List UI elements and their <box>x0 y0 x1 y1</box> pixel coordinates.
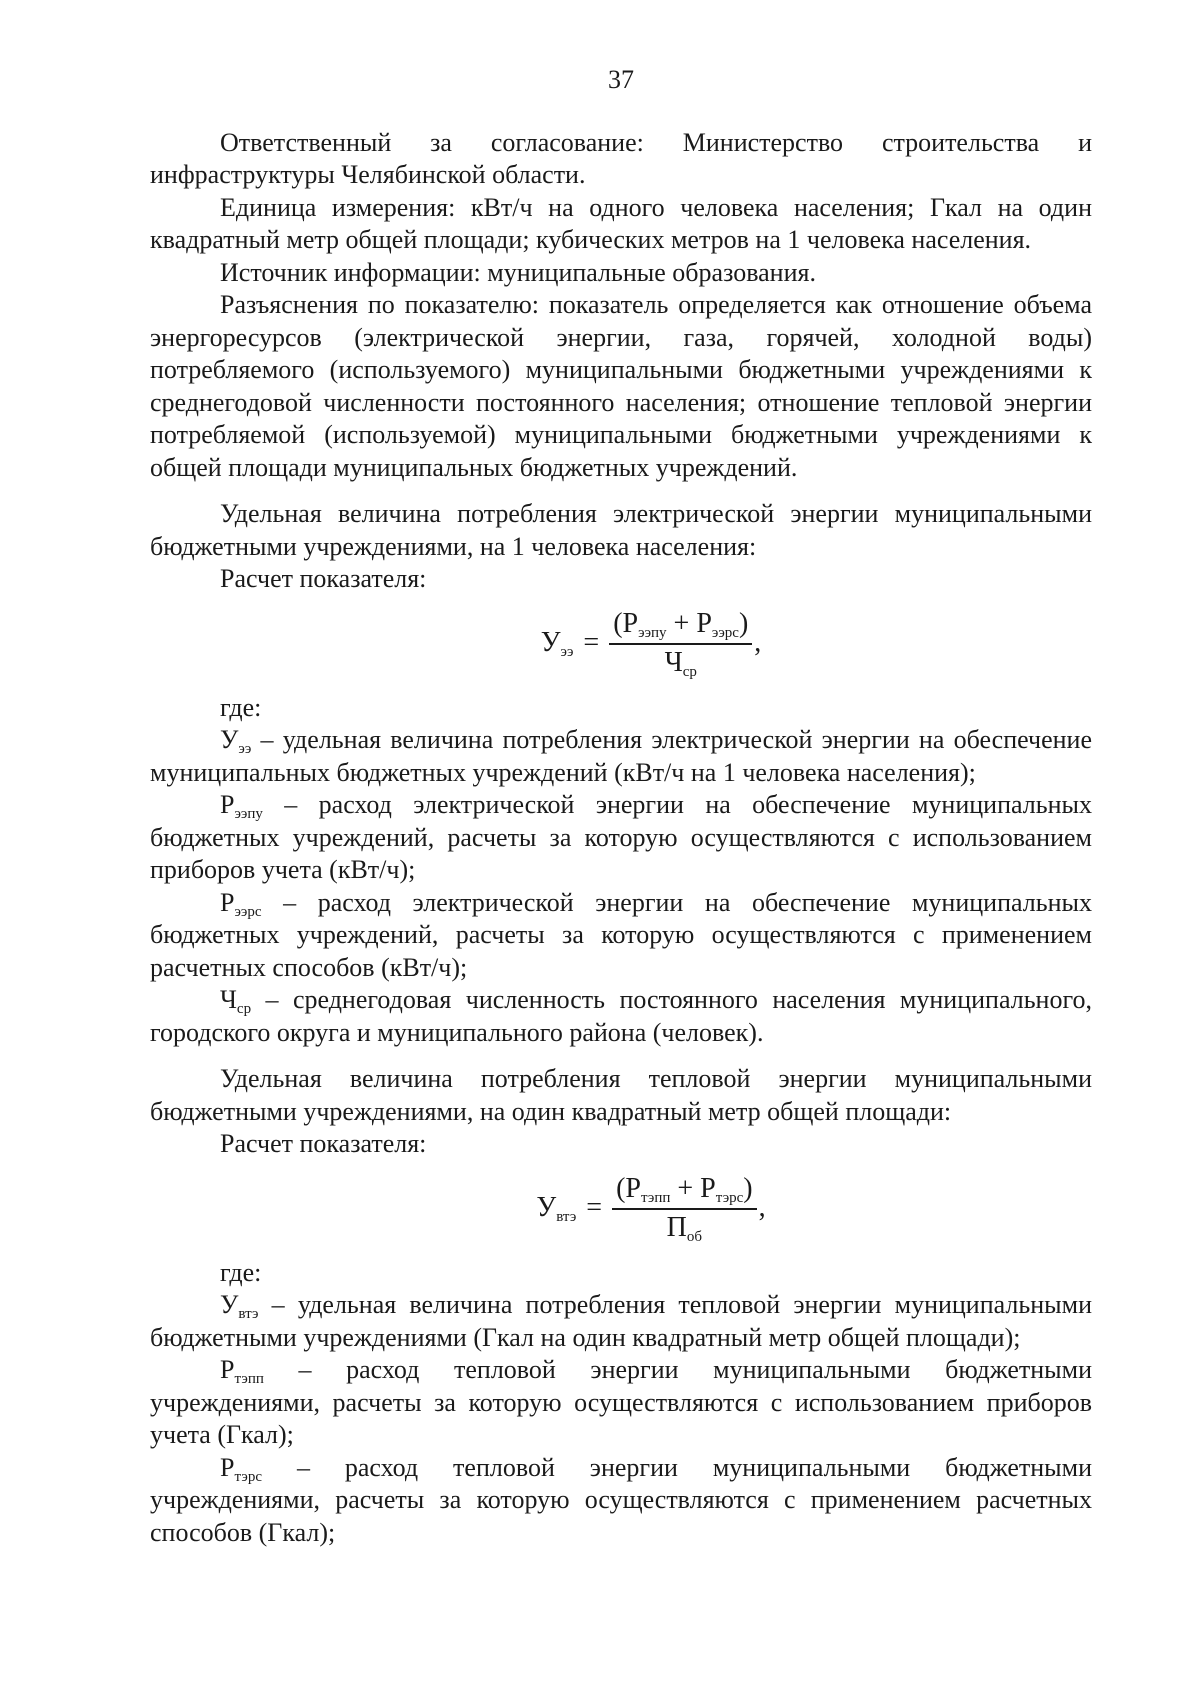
formula-denominator: $Ч_{ср}$ <box>664 646 697 680</box>
definition-item: $Р_{ээпу}$ – расход электрической энергии на обеспечение муниципальных бюджетных учреждений, расчеты за которую осуществляются с использованием приборов учета (кВт/ч); <box>150 790 1092 884</box>
definition-item: $Ч_{ср}$ – среднегодовая численность постоянного населения муниципального, городского округа и муниципального района (человек). <box>150 985 1092 1047</box>
section1-where: где: <box>220 692 262 722</box>
section1-calc-label: Расчет показателя: <box>220 564 427 593</box>
section2-heading: Удельная величина потребления тепловой энергии муниципальными бюджетными учреждениями, на один квадратный метр общей площади: <box>150 1064 1092 1126</box>
formula-denominator: $П_{об}$ <box>666 1211 703 1245</box>
formula-lhs: $У_{втэ}$ <box>536 1192 577 1226</box>
section1-heading: Удельная величина потребления электрической энергии муниципальными бюджетными учреждениями, на 1 человека населения: <box>150 499 1092 561</box>
section2-where: где: <box>220 1257 262 1287</box>
formula-numerator: $(Р_{тэпп} + Р_{тэрс})$ <box>612 1173 757 1210</box>
explanation-paragraph: Разъяснения по показателю: показатель определяется как отношение объема энергоресурсов (электрической энергии, газа, горячей, холодной воды) потребляемого (используемого) муниципальными бюджетными учреждениями к среднегодовой численности постоянного населения; отношение тепловой энергии потребляемой (используемой) муниципальными бюджетными учреждениями к общей площади муниципальных бюджетных учреждений. <box>150 290 1092 482</box>
formula-equals: = <box>583 627 600 659</box>
section2-calc-label: Расчет показателя: <box>220 1129 427 1158</box>
definition-item: $Р_{ээрс}$ – расход электрической энергии на обеспечение муниципальных бюджетных учреждений, расчеты за которую осуществляются с применением расчетных способов (кВт/ч); <box>150 887 1092 982</box>
definition-item: $Р_{тэрс}$ – расход тепловой энергии муниципальными бюджетными учреждениями, расчеты за которую осуществляются с применением расчетных способов (Гкал); <box>150 1452 1092 1547</box>
formula-lhs: $У_{ээ}$ <box>540 627 574 661</box>
definition-item: $Р_{тэпп}$ – расход тепловой энергии муниципальными бюджетными учреждениями, расчеты за которую осуществляются с использованием приборов учета (Гкал); <box>150 1355 1092 1449</box>
page-number: 37 <box>608 65 634 94</box>
formula-thermal <box>150 1161 1092 1257</box>
formula-electric <box>150 596 1092 692</box>
source-paragraph: Источник информации: муниципальные образования. <box>220 257 816 287</box>
formula-comma: , <box>754 627 762 659</box>
formula-comma: , <box>758 1192 766 1224</box>
formula-fraction <box>609 608 752 679</box>
definition-item: $У_{ээ}$ – удельная величина потребления электрической энергии на обеспечение муниципальных бюджетных учреждений (кВт/ч на 1 человека населения); <box>150 725 1092 787</box>
unit-paragraph: Единица измерения: кВт/ч на одного человека населения; Гкал на один квадратный метр общей площади; кубических метров на 1 человека населения. <box>150 192 1092 254</box>
formula-fraction <box>612 1173 757 1244</box>
definition-item: $У_{втэ}$ – удельная величина потребления тепловой энергии муниципальными бюджетными учреждениями (Гкал на один квадратный метр общей площади); <box>150 1290 1092 1352</box>
formula-numerator: $(Р_{ээпу} + Р_{ээрс})$ <box>609 608 752 645</box>
responsible-paragraph: Ответственный за согласование: Министерство строительства и инфраструктуры Челябинской области. <box>150 127 1092 189</box>
formula-equals: = <box>586 1192 603 1224</box>
